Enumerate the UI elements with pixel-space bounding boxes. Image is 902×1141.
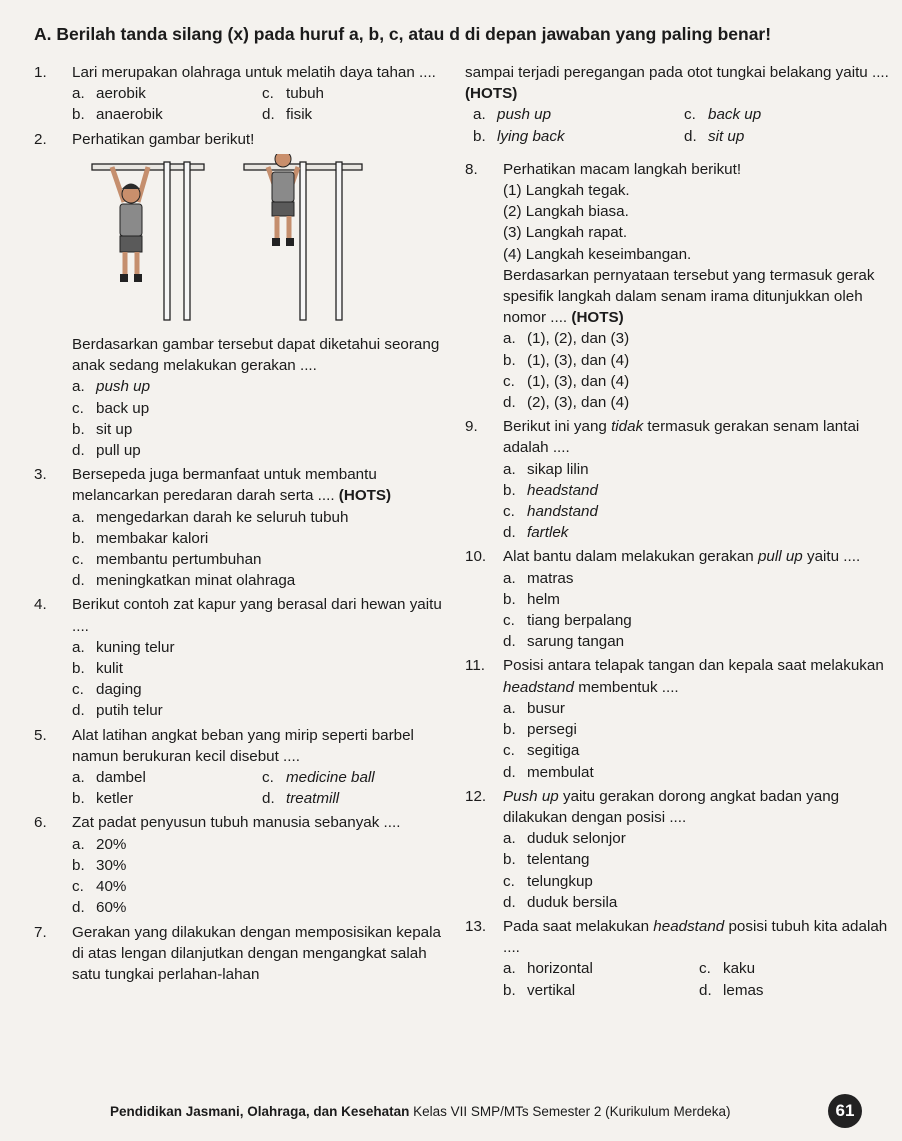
question-number: 8. <box>465 160 478 178</box>
option-d[interactable]: d. sit up <box>684 127 745 145</box>
option-a[interactable]: a. kuning telur <box>72 638 175 656</box>
option-d[interactable]: d. pull up <box>72 442 141 460</box>
option-a[interactable]: a. duduk selonjor <box>503 830 626 848</box>
question-text: Perhatikan gambar berikut! <box>72 130 255 148</box>
question-number: 5. <box>34 726 47 744</box>
question-12 <box>465 786 895 913</box>
question-text: Gerakan yang dilakukan dengan memposisikan kepala di atas lengan dilanjutkan dengan mengangkat salah satu tungkai perlahan-lahan <box>72 923 441 983</box>
option-d[interactable]: d. meningkatkan minat olahraga <box>72 572 296 590</box>
option-a[interactable]: a. push up <box>473 106 552 124</box>
option-c[interactable]: c. telungkup <box>503 872 593 890</box>
option-d[interactable]: d. membulat <box>503 763 594 781</box>
question-6 <box>34 812 452 918</box>
option-b[interactable]: b. telentang <box>503 851 590 869</box>
option-c[interactable]: c. membantu pertumbuhan <box>72 551 262 569</box>
list-item: (4) Langkah keseimbangan. <box>503 245 692 263</box>
option-d[interactable]: d. putih telur <box>72 702 163 720</box>
option-c[interactable]: c. tubuh <box>262 85 325 103</box>
question-text: Zat padat penyusun tubuh manusia sebanyak .... <box>72 814 401 832</box>
option-d[interactable]: d. (2), (3), dan (4) <box>503 394 630 412</box>
question-text: Pada saat melakukan headstand posisi tubuh kita adalah .... <box>503 917 888 957</box>
option-c[interactable]: c. handstand <box>503 503 598 521</box>
option-b[interactable]: b. 30% <box>72 856 127 874</box>
question-8 <box>465 159 895 413</box>
option-c[interactable]: c. medicine ball <box>262 769 375 787</box>
list-item: (3) Langkah rapat. <box>503 224 628 242</box>
option-a[interactable]: a. push up <box>72 378 151 396</box>
option-d[interactable]: d. lemas <box>699 981 764 999</box>
question-statement: Berdasarkan pernyataan tersebut yang termasuk gerak spesifik langkah dalam senam irama ditunjukkan oleh nomor .... (HOTS) <box>503 266 875 327</box>
option-b[interactable]: b. sit up <box>72 420 133 438</box>
right-column <box>465 62 895 1004</box>
page-number: 61 <box>828 1094 862 1128</box>
question-text: Posisi antara telapak tangan dan kepala saat melakukan headstand membentuk .... <box>503 657 884 696</box>
list-item: (2) Langkah biasa. <box>503 203 629 221</box>
option-a[interactable]: a. matras <box>503 569 574 587</box>
option-a[interactable]: a. 20% <box>72 835 127 853</box>
question-number: 9. <box>465 418 478 436</box>
question-text: Push up yaitu gerakan dorong angkat badan yang dilakukan dengan posisi .... <box>503 787 840 826</box>
option-b[interactable]: b. persegi <box>503 721 577 739</box>
question-9 <box>465 416 895 543</box>
option-b[interactable]: b. helm <box>503 590 560 608</box>
option-b[interactable]: b. lying back <box>473 127 565 145</box>
question-text: Perhatikan macam langkah berikut! <box>503 160 742 178</box>
option-c[interactable]: c. back up <box>684 106 762 124</box>
question-number: 3. <box>34 466 47 484</box>
page-footer: Pendidikan Jasmani, Olahraga, dan Kesehatan Kelas VII SMP/MTs Semester 2 (Kurikulum Merdeka) <box>110 1104 731 1119</box>
option-a[interactable]: a. mengedarkan darah ke seluruh tubuh <box>72 508 349 526</box>
question-number: 6. <box>34 814 47 832</box>
option-a[interactable]: a. sikap lilin <box>503 460 589 478</box>
option-b[interactable]: b. (1), (3), dan (4) <box>503 351 630 369</box>
question-3 <box>34 464 452 591</box>
option-c[interactable]: c. kaku <box>699 960 756 978</box>
question-number: 10. <box>465 548 487 566</box>
question-text: Lari merupakan olahraga untuk melatih daya tahan .... <box>72 64 436 81</box>
option-d[interactable]: d. duduk bersila <box>503 893 618 911</box>
option-b[interactable]: b. headstand <box>503 481 598 499</box>
option-b[interactable]: b. anaerobik <box>72 106 163 124</box>
option-b[interactable]: b. membakar kalori <box>72 529 209 547</box>
option-d[interactable]: d. treatmill <box>262 790 340 808</box>
question-number: 11. <box>465 657 485 675</box>
option-a[interactable]: a. busur <box>503 699 565 717</box>
option-d[interactable]: d. fisik <box>262 106 313 124</box>
question-text: Berikut ini yang tidak termasuk gerakan senam lantai adalah .... <box>503 418 860 457</box>
option-b[interactable]: b. vertikal <box>503 981 576 999</box>
question-2 <box>34 129 452 462</box>
question-text: Berikut contoh zat kapur yang berasal dari hewan yaitu .... <box>72 596 442 635</box>
question-number: 13. <box>465 917 487 935</box>
section-heading: A. Berilah tanda silang (x) pada huruf a, b, c, atau d di depan jawaban yang paling benar! <box>34 24 772 44</box>
list-item: (1) Langkah tegak. <box>503 182 630 200</box>
option-c[interactable]: c. segitiga <box>503 742 580 760</box>
question-number: 12. <box>465 787 487 805</box>
question-5 <box>34 725 452 810</box>
left-column <box>34 62 452 988</box>
question-10 <box>465 546 895 652</box>
option-d[interactable]: d. 60% <box>72 899 127 917</box>
option-b[interactable]: b. kulit <box>72 660 124 678</box>
option-c[interactable]: c. (1), (3), dan (4) <box>503 372 630 390</box>
question-number: 2. <box>34 130 47 148</box>
option-c[interactable]: c. 40% <box>72 878 127 896</box>
option-d[interactable]: d. fartlek <box>503 524 569 542</box>
question-number: 7. <box>34 923 47 941</box>
pull-up-illustration <box>72 154 372 322</box>
option-d[interactable]: d. sarung tangan <box>503 633 625 651</box>
question-4 <box>34 594 452 721</box>
question-11 <box>465 655 895 782</box>
question-number: 1. <box>34 64 47 81</box>
question-text: Bersepeda juga bermanfaat untuk membantu melancarkan peredaran darah serta .... (HOTS) <box>72 466 392 505</box>
option-a[interactable]: a. horizontal <box>503 960 593 978</box>
question-13 <box>465 916 895 1001</box>
option-c[interactable]: c. back up <box>72 399 150 417</box>
option-c[interactable]: c. tiang berpalang <box>503 612 632 630</box>
question-number: 4. <box>34 596 47 614</box>
question-1 <box>34 62 452 126</box>
question-text-continued: Berdasarkan gambar tersebut dapat diketahui seorang anak sedang melakukan gerakan .... <box>72 336 440 375</box>
option-a[interactable]: a. dambel <box>72 769 146 787</box>
option-b[interactable]: b. ketler <box>72 790 134 808</box>
question-text: sampai terjadi peregangan pada otot tungkai belakang yaitu .... (HOTS) <box>465 64 889 103</box>
option-a[interactable]: a. (1), (2), dan (3) <box>503 330 630 348</box>
question-text: Alat latihan angkat beban yang mirip seperti barbel namun berukuran kecil disebut .... <box>72 726 414 765</box>
question-7 <box>34 922 452 986</box>
option-a[interactable]: a. aerobik <box>72 85 146 103</box>
question-7-continued <box>465 62 895 147</box>
option-c[interactable]: c. daging <box>72 681 142 699</box>
question-text: Alat bantu dalam melakukan gerakan pull up yaitu .... <box>503 548 861 566</box>
